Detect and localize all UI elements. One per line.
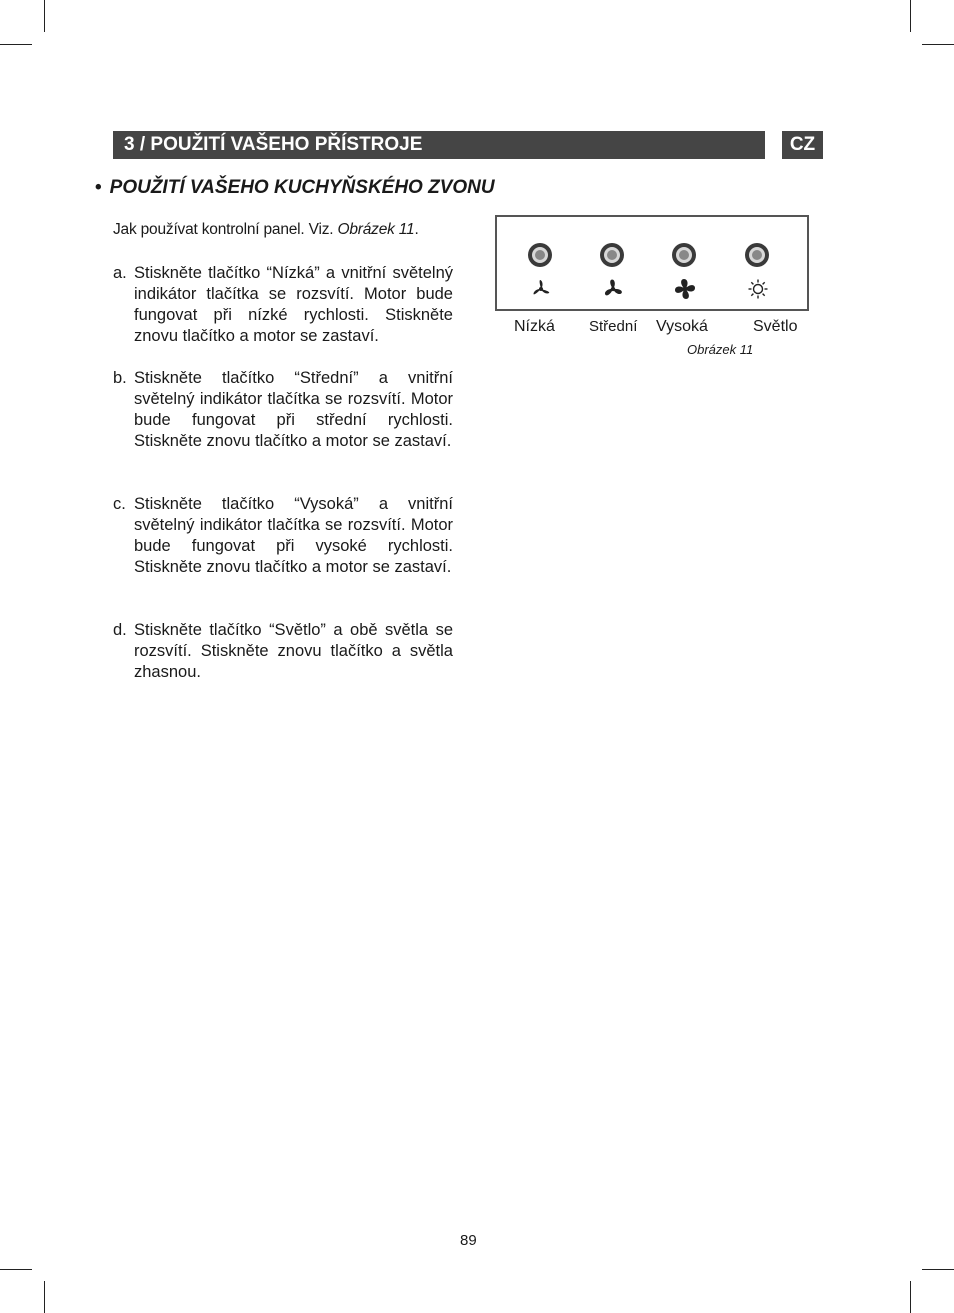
label-high: Vysoká <box>656 318 708 335</box>
chapter-header <box>113 131 765 159</box>
step-text: Stiskněte tlačítko “Střední” a vnitřní světelný indikátor tlačítka se rozsvítí. Motor bude fungovat při střední rychlosti. Stiskněte znovu tlačítko a motor se zastaví. <box>134 369 453 450</box>
step-marker: d. <box>113 621 127 639</box>
bullet: • <box>95 177 102 198</box>
high-button <box>672 243 696 267</box>
crop-mark <box>0 1269 32 1270</box>
section-heading-text: POUŽITÍ VAŠEHO KUCHYŇSKÉHO ZVONU <box>109 177 495 198</box>
label-low: Nízká <box>514 318 555 335</box>
medium-button <box>600 243 624 267</box>
crop-mark <box>922 44 954 45</box>
fan-low-icon <box>530 278 552 300</box>
crop-mark <box>44 0 45 32</box>
step-b <box>113 368 453 452</box>
step-d <box>113 620 453 683</box>
label-light: Světlo <box>753 318 798 335</box>
control-panel-figure <box>495 215 809 311</box>
step-text: Stiskněte tlačítko “Světlo” a obě světla se rozsvítí. Stiskněte znovu tlačítko a světla zhasnou. <box>134 621 453 681</box>
step-c <box>113 494 453 578</box>
crop-mark <box>910 1281 911 1313</box>
fan-high-icon <box>674 278 696 300</box>
figure-caption: Obrázek 11 <box>687 342 754 357</box>
section-heading <box>95 177 495 199</box>
figure-reference: Obrázek 11 <box>337 221 415 238</box>
intro-end: . <box>414 221 419 238</box>
crop-mark <box>922 1269 954 1270</box>
label-medium: Střední <box>589 318 638 335</box>
light-bulb-icon <box>747 278 769 300</box>
step-marker: c. <box>113 495 126 513</box>
crop-mark <box>0 44 32 45</box>
step-text: Stiskněte tlačítko “Vysoká” a vnitřní světelný indikátor tlačítka se rozsvítí. Motor bude fungovat při vysoké rychlosti. Stiskněte znovu tlačítko a motor se zastaví. <box>134 495 453 576</box>
light-button <box>745 243 769 267</box>
chapter-title: 3 / POUŽITÍ VAŠEHO PŘÍSTROJE <box>124 134 423 155</box>
language-badge: CZ <box>782 131 823 159</box>
fan-medium-icon <box>602 278 624 300</box>
crop-mark <box>910 0 911 32</box>
step-text: Stiskněte tlačítko “Nízká” a vnitřní světelný indikátor tlačítka se rozsvítí. Motor bude fungovat při nízké rychlosti. Stiskněte znovu tlačítko a motor se zastaví. <box>134 264 453 345</box>
intro-text: Jak používat kontrolní panel. Viz. <box>113 221 338 238</box>
step-marker: a. <box>113 264 127 282</box>
intro-paragraph <box>113 221 419 239</box>
low-button <box>528 243 552 267</box>
page-number: 89 <box>460 1232 477 1249</box>
step-marker: b. <box>113 369 127 387</box>
crop-mark <box>44 1281 45 1313</box>
step-a <box>113 263 453 347</box>
